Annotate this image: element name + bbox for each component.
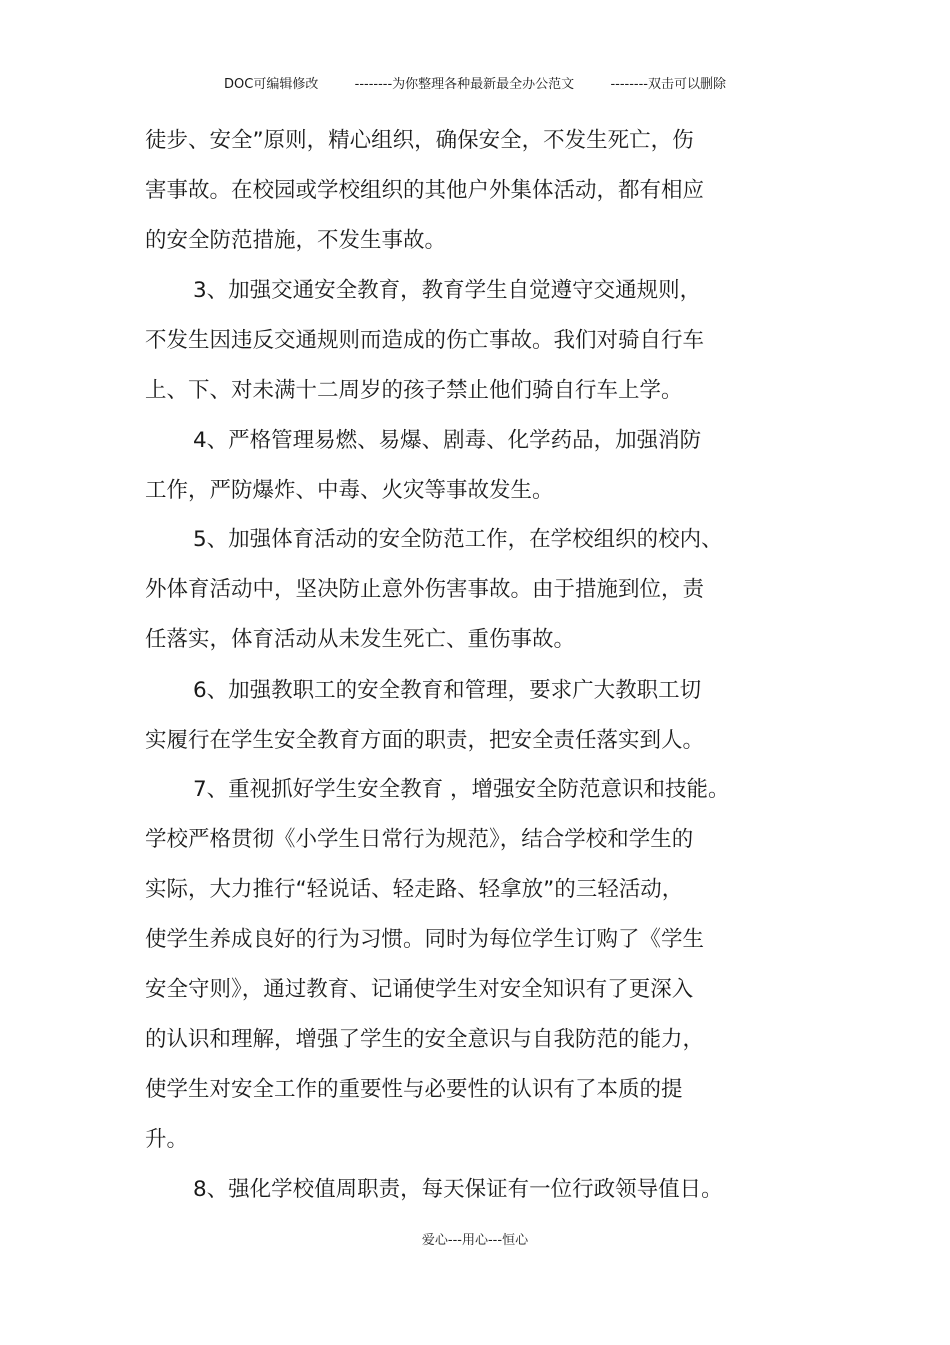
header-doc-label: DOC可编辑修改 — [224, 77, 319, 92]
paragraph-start-3: 3、加强交通安全教育，教育学生自觉遵守交通规则， — [193, 278, 702, 303]
text-line: 害事故。在校园或学校组织的其他户外集体活动，都有相应 — [145, 178, 705, 203]
text-line: 外体育活动中，坚决防止意外伤害事故。由于措施到位，责 — [145, 577, 705, 602]
text-line: 使学生对安全工作的重要性与必要性的认识有了本质的提 — [145, 1077, 683, 1102]
text-line: 实际，大力推行“轻说话、轻走路、轻拿放”的三轻活动， — [145, 877, 684, 902]
paragraph-start-6: 6、加强教职工的安全教育和管理，要求广大教职工切 — [193, 678, 702, 703]
text-line: 学校严格贯彻《小学生日常行为规范》，结合学校和学生的 — [145, 827, 694, 852]
page-header — [0, 73, 950, 92]
text-line: 使学生养成良好的行为习惯。同时为每位学生订购了《学生 — [145, 927, 705, 952]
text-line: 安全守则》，通过教育、记诵使学生对安全知识有了更深入 — [145, 977, 694, 1002]
header-collection-note: --------为你整理各种最新最全办公范文 — [354, 77, 575, 92]
text-line: 任落实，体育活动从未发生死亡、重伤事故。 — [145, 627, 576, 652]
text-line: 升。 — [145, 1127, 189, 1152]
paragraph-start-4: 4、严格管理易燃、易爆、剧毒、化学药品，加强消防 — [193, 428, 702, 453]
page-footer: 爱心---用心---恒心 — [421, 1233, 529, 1248]
text-line: 上、下、对未满十二周岁的孩子禁止他们骑自行车上学。 — [145, 378, 683, 403]
text-line: 工作，严防爆炸、中毒、火灾等事故发生。 — [145, 478, 554, 503]
text-line: 徒步、安全”原则，精心组织，确保安全，不发生死亡，伤 — [145, 128, 694, 153]
header-delete-hint: --------双击可以删除 — [610, 77, 726, 92]
text-line: 实履行在学生安全教育方面的职责，把安全责任落实到人。 — [145, 728, 705, 753]
paragraph-start-8: 8、强化学校值周职责，每天保证有一位行政领导值日。 — [193, 1177, 723, 1202]
paragraph-start-5: 5、加强体育活动的安全防范工作，在学校组织的校内、 — [193, 527, 723, 552]
paragraph-start-7: 7、重视抓好学生安全教育 ，增强安全防范意识和技能。 — [193, 777, 730, 802]
text-line: 的安全防范措施，不发生事故。 — [145, 228, 447, 253]
text-line: 不发生因违反交通规则而造成的伤亡事故。我们对骑自行车 — [145, 328, 705, 353]
text-line: 的认识和理解，增强了学生的安全意识与自我防范的能力， — [145, 1027, 705, 1052]
